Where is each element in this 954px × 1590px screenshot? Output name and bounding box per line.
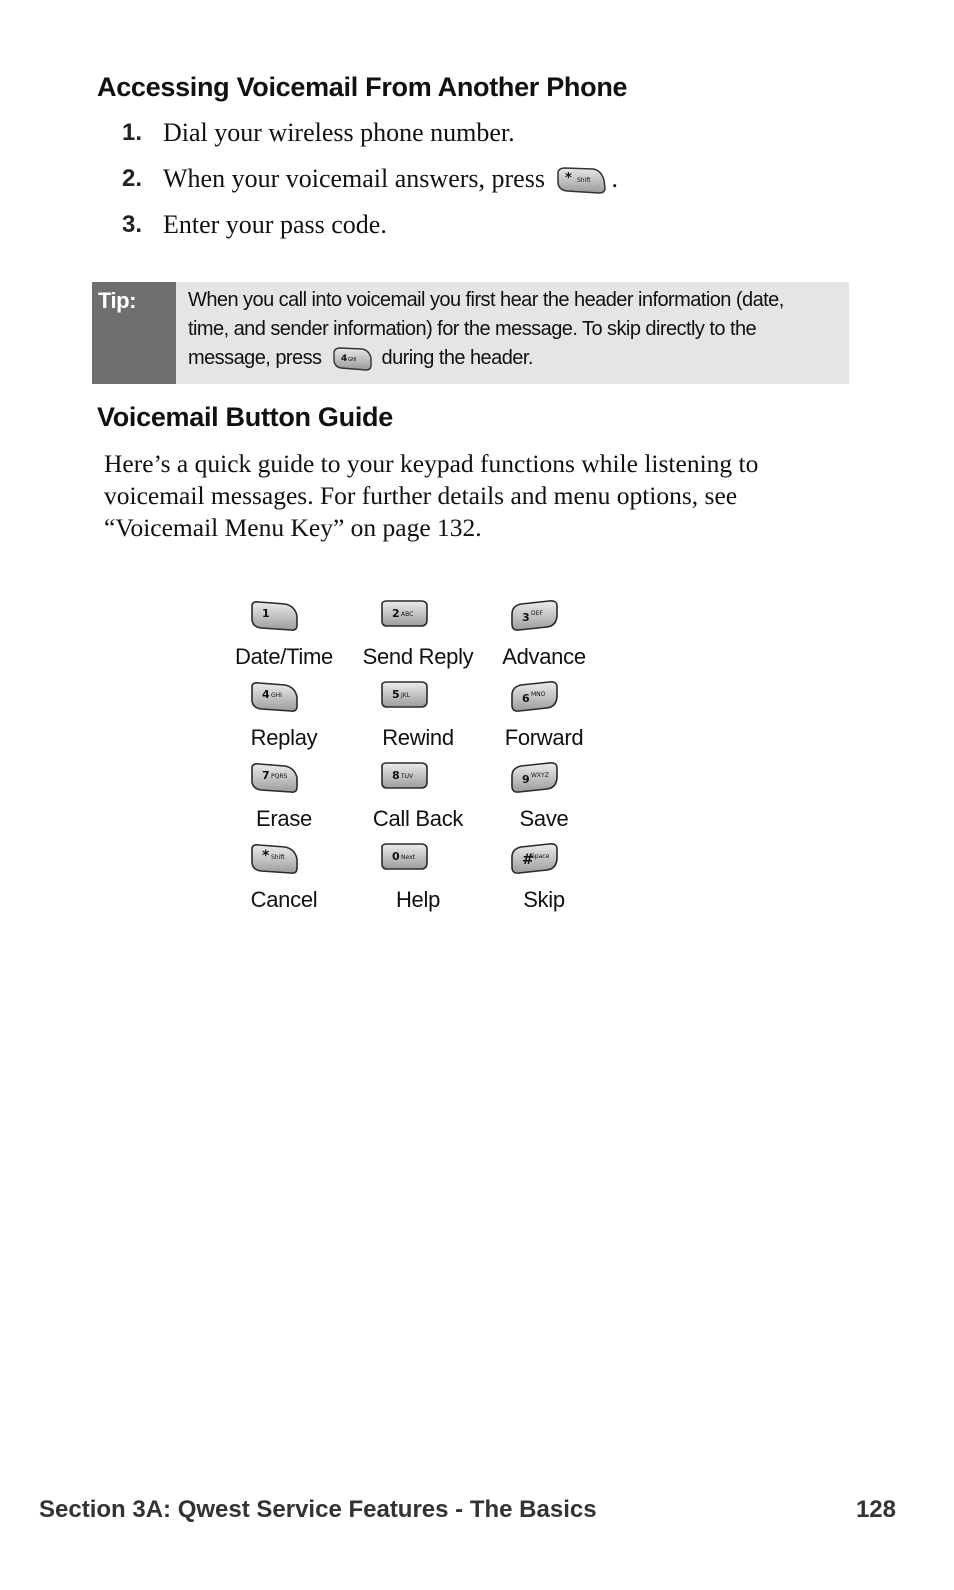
- star-shift-key-icon: [249, 843, 301, 877]
- step-text: Dial your wireless phone number.: [163, 118, 515, 147]
- keypad-function-label: Skip: [523, 887, 565, 912]
- key-main-glyph: 1: [262, 607, 270, 620]
- key-9-icon: [509, 762, 561, 796]
- key-6-icon: [509, 681, 561, 715]
- section-heading-button-guide: Voicemail Button Guide: [97, 402, 393, 432]
- keypad-entry: [485, 598, 615, 679]
- star-shift-key-icon: [555, 166, 607, 196]
- key-main-glyph: 3: [522, 611, 530, 624]
- key-sub-glyph: GHI: [271, 692, 282, 699]
- key-main-glyph: 2: [392, 607, 400, 620]
- keypad-entry: [485, 679, 615, 760]
- key-sub-glyph: Shift: [577, 177, 592, 185]
- key-sub-glyph: DEF: [531, 610, 543, 617]
- keypad-function-label: Erase: [256, 806, 312, 831]
- key-3-icon: [509, 600, 561, 634]
- key-main-glyph: 9: [522, 773, 530, 786]
- key-1-icon: [249, 600, 301, 634]
- keypad-function-label: Cancel: [250, 887, 318, 912]
- hash-space-key-icon: [509, 843, 561, 877]
- step-3: [122, 206, 822, 252]
- keypad-entry: [355, 841, 485, 922]
- tip-label: Tip:: [98, 288, 136, 313]
- footer-section-title: Section 3A: Qwest Service Features - The Basics: [39, 1496, 597, 1523]
- step-number: 2.: [122, 165, 143, 192]
- key-sub-glyph: Space: [531, 853, 550, 860]
- keypad-row: [225, 679, 625, 760]
- tip-text-after-key: during the header.: [381, 347, 533, 369]
- step-text: Enter your pass code.: [163, 210, 387, 239]
- key-sub-glyph: PQRS: [271, 773, 288, 780]
- key-sub-glyph: JKL: [401, 692, 411, 699]
- key-main-glyph: 8: [392, 769, 400, 782]
- key-2-icon: [379, 600, 431, 634]
- keypad-entry: [225, 679, 355, 760]
- key-main-glyph: 0: [392, 850, 400, 863]
- keypad-function-label: Forward: [504, 725, 584, 750]
- key-sub-glyph: ABC: [401, 611, 414, 618]
- key-sub-glyph: MNO: [531, 691, 546, 698]
- keypad-entry: [485, 841, 615, 922]
- keypad-row: [225, 598, 625, 679]
- keypad-entry: [355, 760, 485, 841]
- step-number: 1.: [122, 119, 143, 146]
- section-heading-accessing-voicemail: Accessing Voicemail From Another Phone: [97, 72, 628, 102]
- step-number: 3.: [122, 211, 143, 238]
- key-4-icon: [249, 681, 301, 715]
- key-main-glyph: 4: [262, 688, 270, 701]
- key-5-icon: [379, 681, 431, 715]
- intro-paragraph: Here’s a quick guide to your keypad functions while listening to voicemail messages. For further details and menu options, see “Voicemail Menu Key” on page 132.: [104, 449, 759, 542]
- keypad-entry: [225, 760, 355, 841]
- keypad-entry: [225, 598, 355, 679]
- step-text-after-key: .: [611, 164, 618, 193]
- step-1: [122, 114, 822, 160]
- keypad-entry: [225, 841, 355, 922]
- key-sub-glyph: Next: [401, 854, 415, 861]
- step-text: [163, 164, 618, 196]
- keypad-function-label: Save: [519, 806, 569, 831]
- key-sub-glyph: WXYZ: [531, 772, 549, 779]
- key-7-icon: [249, 762, 301, 796]
- page-number: 128: [855, 1496, 896, 1523]
- tip-label-box: [92, 282, 176, 384]
- keypad-guide: [225, 598, 625, 922]
- keypad-function-label: Date/Time: [235, 644, 333, 669]
- tip-line-1: When you call into voicemail you first hear the header information (date,: [188, 289, 784, 311]
- keypad-row: [225, 760, 625, 841]
- keypad-function-label: Call Back: [372, 806, 464, 831]
- keypad-entry: [485, 760, 615, 841]
- tip-box: [92, 282, 849, 384]
- key-sub-glyph: TUV: [401, 773, 414, 780]
- key-sub-glyph: Shift: [271, 854, 285, 861]
- keypad-function-label: Send Reply: [362, 644, 474, 669]
- step-2: [122, 160, 822, 206]
- key-main-glyph: *: [565, 171, 573, 187]
- key-8-icon: [379, 762, 431, 796]
- keypad-function-label: Help: [395, 887, 441, 912]
- keypad-function-label: Replay: [250, 725, 318, 750]
- keypad-entry: [355, 598, 485, 679]
- keypad-row: [225, 841, 625, 922]
- steps-list: [122, 114, 822, 252]
- key-sub-glyph: GHI: [347, 356, 355, 363]
- key-main-glyph: 6: [522, 692, 530, 705]
- tip-text: [188, 286, 846, 373]
- keypad-function-label: Advance: [502, 644, 586, 669]
- key-main-glyph: 5: [392, 688, 400, 701]
- tip-text-before-key: message, press: [188, 347, 322, 369]
- key-main-glyph: #: [522, 852, 534, 868]
- keypad-function-label: Rewind: [382, 725, 454, 750]
- step-text-before-key: When your voicemail answers, press: [163, 164, 545, 193]
- keypad-entry: [355, 679, 485, 760]
- key-0-icon: [379, 843, 431, 877]
- key-main-glyph: 4: [340, 353, 347, 364]
- key-4-icon: [331, 346, 373, 372]
- key-main-glyph: *: [262, 848, 270, 864]
- tip-line-2: time, and sender information) for the message. To skip directly to the: [188, 318, 757, 340]
- tip-line-3: [188, 344, 846, 373]
- key-main-glyph: 7: [262, 769, 270, 782]
